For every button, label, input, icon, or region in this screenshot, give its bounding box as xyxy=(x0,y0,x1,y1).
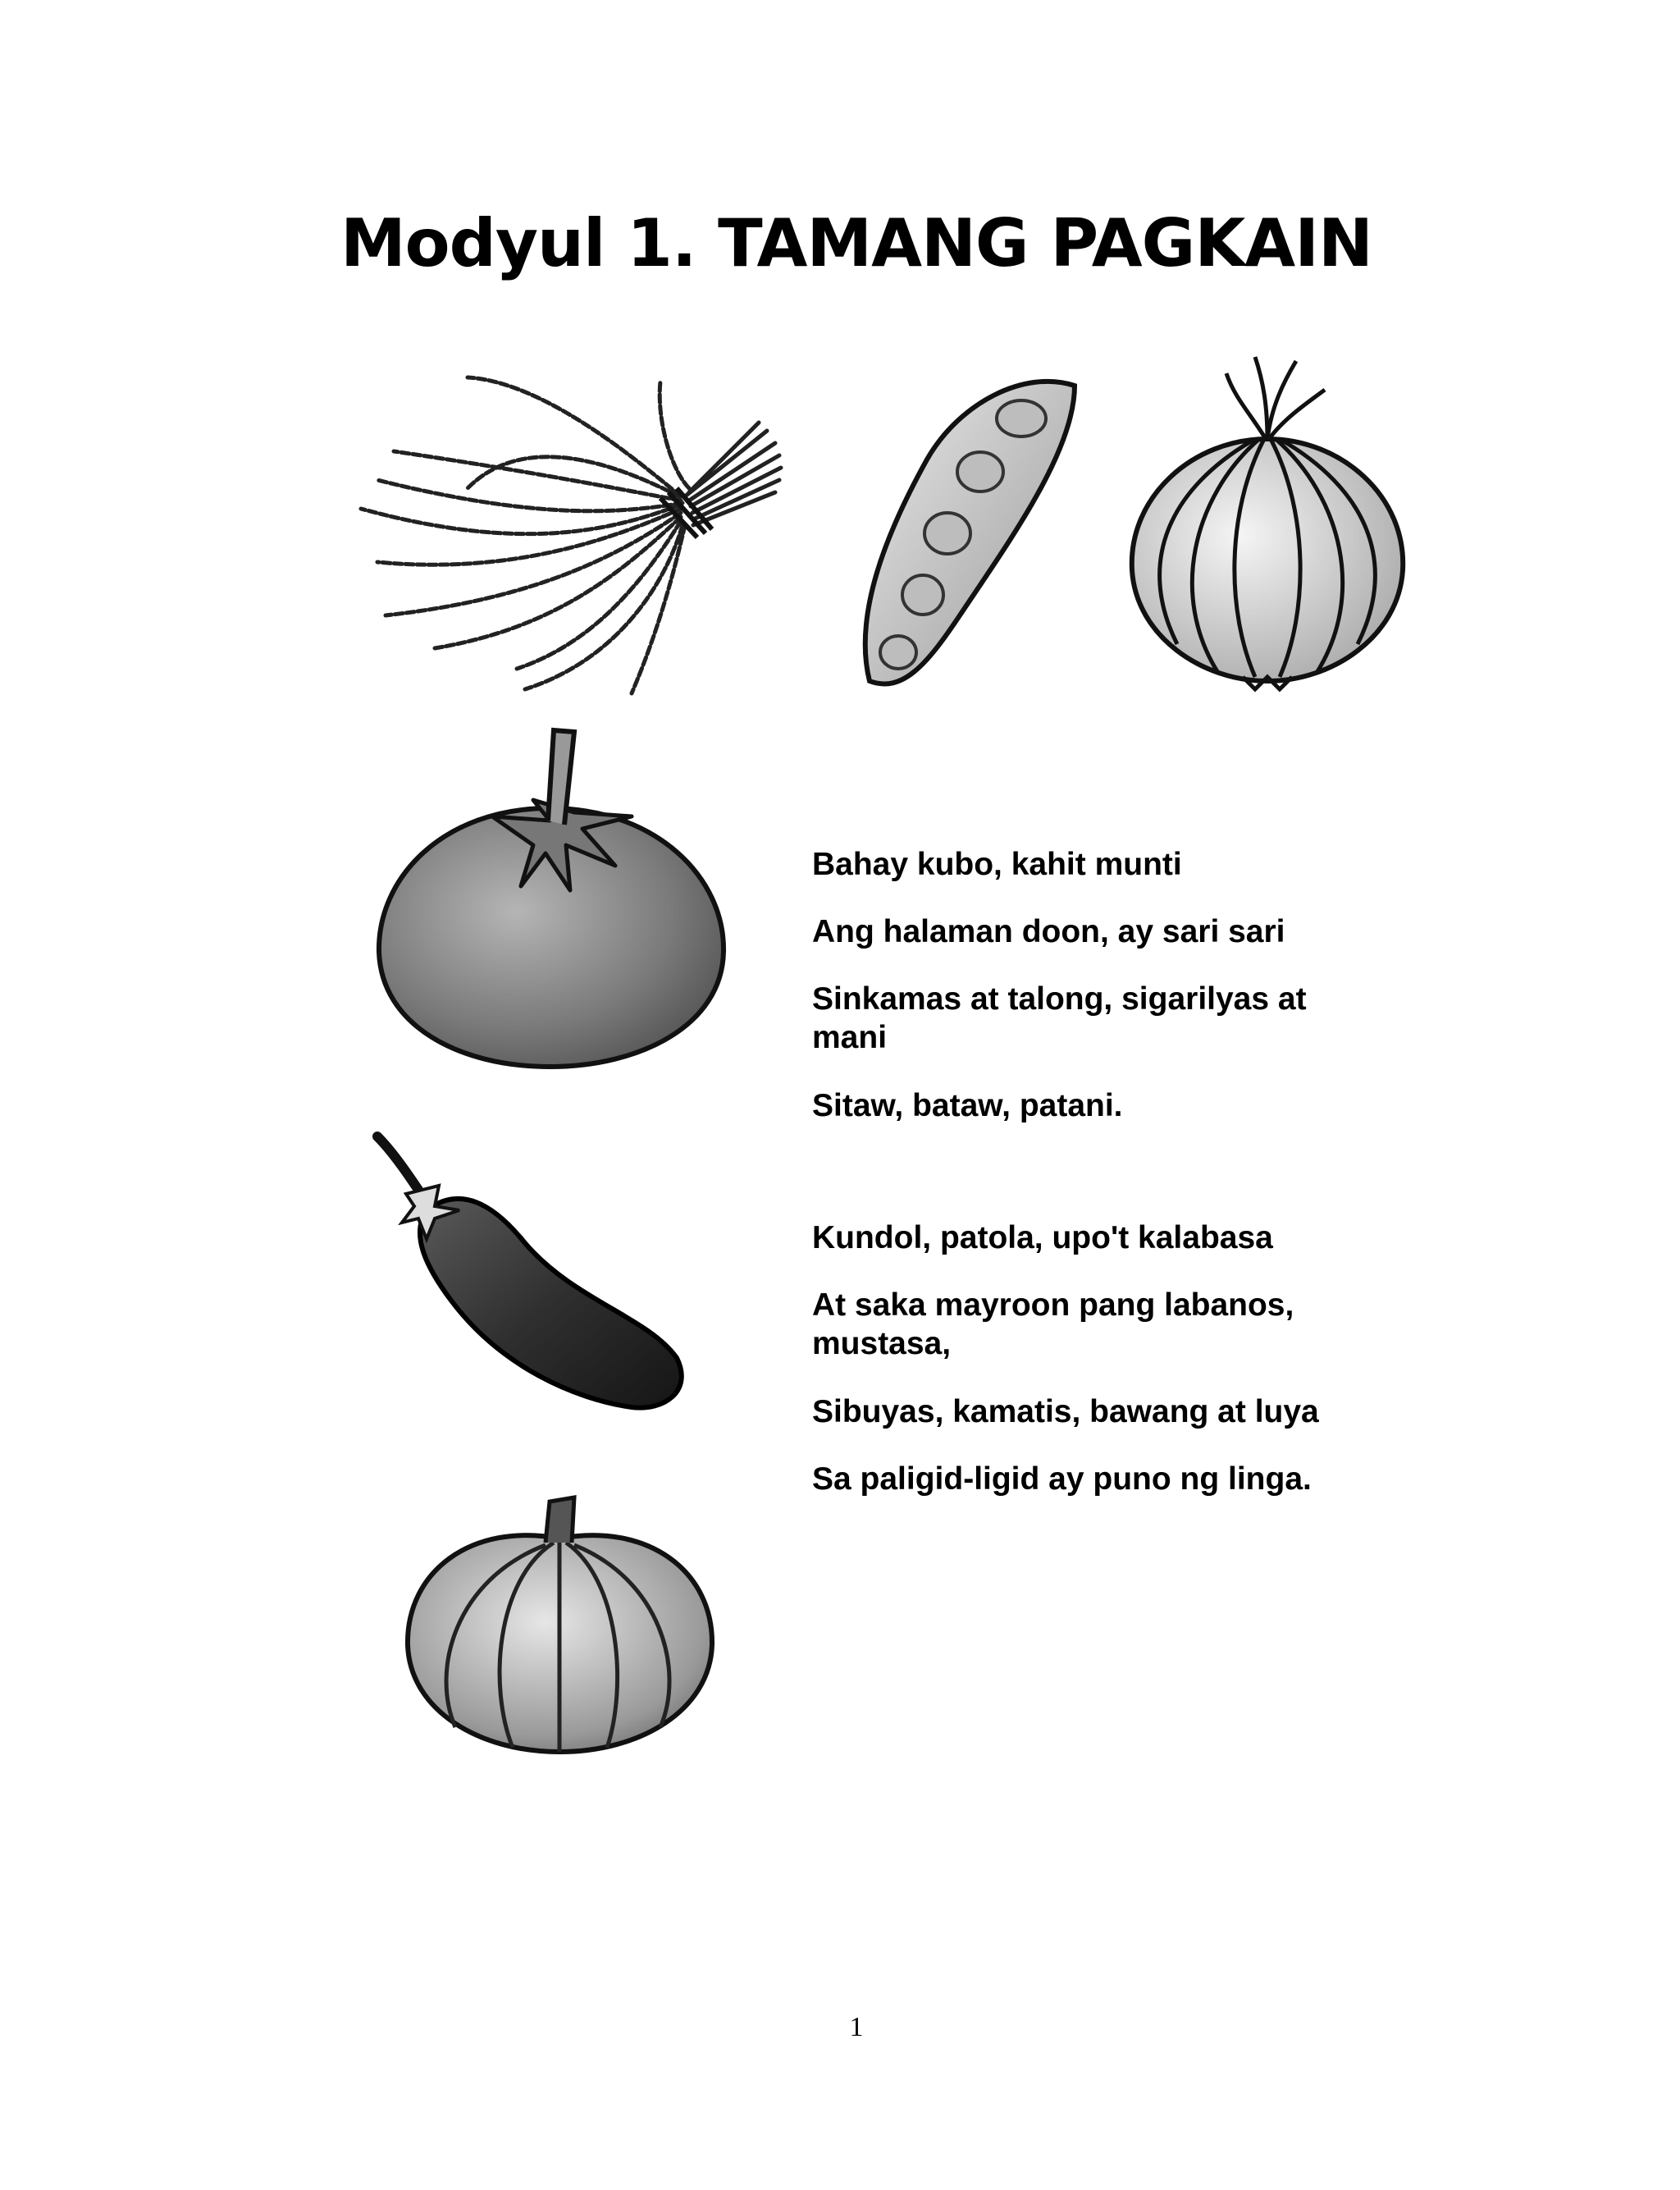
bean-pod-illustration xyxy=(837,369,1091,697)
pumpkin-illustration xyxy=(398,1489,722,1756)
lyric-line: Sa paligid-ligid ay puno ng linga. xyxy=(812,1461,1312,1497)
garlic-illustration xyxy=(1120,349,1415,693)
string-beans-illustration xyxy=(345,365,788,697)
lyric-line: Sibuyas, kamatis, bawang at luya xyxy=(812,1394,1319,1429)
lyric-line: Sitaw, bataw, patani. xyxy=(812,1088,1123,1123)
page-number: 1 xyxy=(849,2012,864,2042)
lyric-line: Kundol, patola, upo't kalabasa xyxy=(812,1220,1273,1255)
page-title: Modyul 1. TAMANG PAGKAIN xyxy=(340,205,1372,281)
lyric-line: Ang halaman doon, ay sari sari xyxy=(812,914,1285,949)
lyric-line: Sinkamas at talong, sigarilyas at mani xyxy=(812,981,1307,1055)
eggplant-illustration xyxy=(369,1128,697,1415)
tomato-illustration xyxy=(369,722,734,1071)
lyric-line: At saka mayroon pang labanos, mustasa, xyxy=(812,1287,1294,1361)
lyric-line: Bahay kubo, kahit munti xyxy=(812,847,1182,882)
